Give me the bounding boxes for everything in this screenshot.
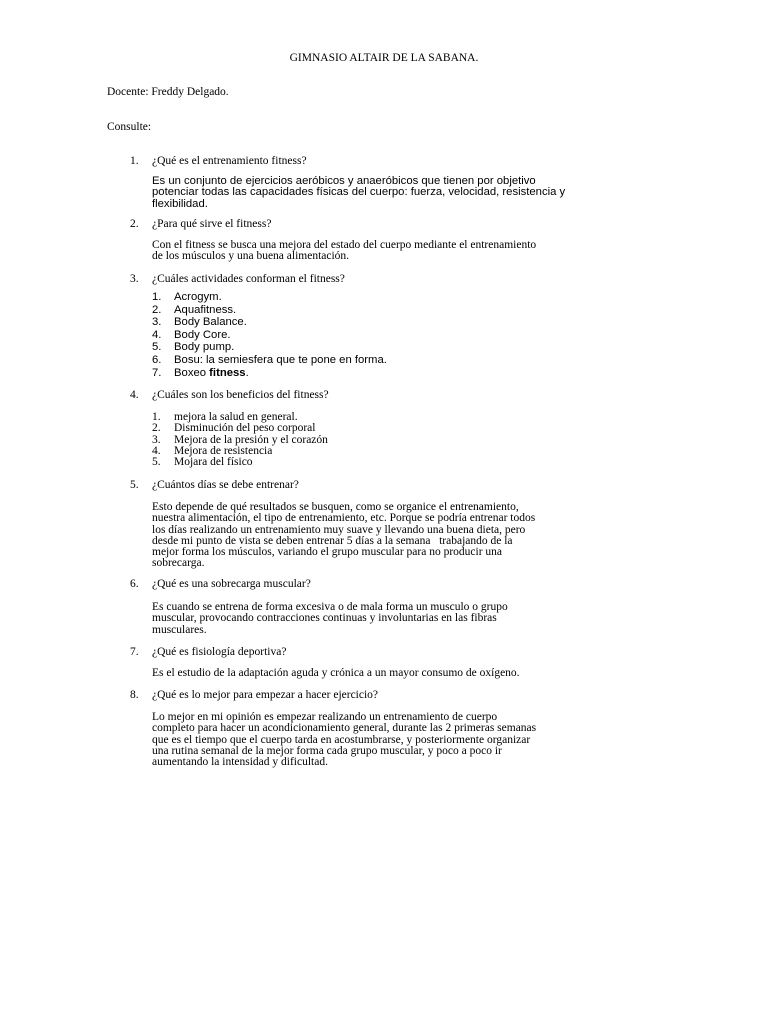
answer-line: Esto depende de qué resultados se busquen, como se organice el entrenamiento,: [152, 501, 519, 513]
list-item: 5. Mojara del físico: [152, 456, 253, 469]
question-2: [130, 218, 271, 230]
list-item: 2. Disminución del peso corporal: [152, 422, 316, 435]
answer-7: [152, 668, 662, 679]
answer-line: Es cuando se entrena de forma excesiva o de mala forma un musculo o grupo: [152, 601, 508, 613]
consult-label: Consulte:: [107, 121, 152, 133]
answer-line: completo para hacer un acondicionamiento general, durante las 2 primeras semanas: [152, 722, 537, 735]
answer-8: [152, 712, 662, 768]
question-text: ¿Qué es lo mejor para empezar a hacer ejercicio?: [152, 689, 379, 701]
question-text: ¿Para qué sirve el fitness?: [152, 218, 272, 230]
question-number: 7.: [130, 646, 139, 658]
list-item: 3. Mejora de la presión y el corazón: [152, 433, 328, 446]
question-5: [130, 479, 299, 491]
answer-line: Es un conjunto de ejercicios aeróbicos y anaeróbicos que tienen por objetivo: [152, 175, 536, 187]
question-4: [130, 389, 329, 401]
question-text: ¿Cuáles actividades conforman el fitness?: [152, 273, 345, 285]
teacher-line: Docente: Freddy Delgado.: [107, 86, 229, 98]
activities-list: [152, 291, 387, 379]
answer-line: mejor forma los músculos, variando el grupo muscular para no producir una: [152, 546, 503, 559]
answer-line: potenciar todas las capacidades físicas del cuerpo: fuerza, velocidad, resistencia y: [152, 186, 566, 199]
question-number: 8.: [130, 689, 139, 701]
list-item: 3. Body Balance.: [152, 316, 247, 329]
answer-6: [152, 602, 662, 636]
answer-line: Lo mejor en mi opinión es empezar realizando un entrenamiento de cuerpo: [152, 711, 498, 723]
question-6: [130, 578, 311, 590]
list-item: 4. Mejora de resistencia: [152, 444, 273, 457]
question-text: ¿Qué es el entrenamiento fitness?: [152, 155, 307, 167]
list-item: 1. mejora la salud en general.: [152, 411, 298, 423]
question-text: ¿Cuántos días se debe entrenar?: [152, 479, 299, 491]
list-item: 1. Acrogym.: [152, 291, 222, 303]
answer-line: musculares.: [152, 623, 207, 636]
answer-line: nuestra alimentación, el tipo de entrenamiento, etc. Porque se podría entrenar todos: [152, 512, 536, 525]
question-number: 5.: [130, 479, 139, 491]
answer-line: los días realizando un entrenamiento muy suave y llevando una buena dieta, pero: [152, 523, 526, 536]
question-number: 4.: [130, 389, 139, 401]
question-1: [130, 155, 307, 167]
question-number: 3.: [130, 273, 139, 285]
list-item: 2. Aquafitness.: [152, 303, 237, 316]
answer-line: una rutina semanal de la mejor forma cada grupo muscular, y poco a poco ir: [152, 744, 502, 757]
question-number: 6.: [130, 578, 139, 590]
question-7: [130, 646, 286, 658]
answer-line: de los músculos y una buena alimentación.: [152, 250, 350, 263]
question-number: 2.: [130, 218, 139, 230]
answer-2: [152, 240, 662, 263]
answer-line: muscular, provocando contracciones continuas y involuntarias en las fibras: [152, 612, 497, 625]
question-text: ¿Qué es una sobrecarga muscular?: [152, 578, 311, 590]
answer-line: Es el estudio de la adaptación aguda y crónica a un mayor consumo de oxígeno.: [152, 667, 520, 679]
list-item: 6. Bosu: la semiesfera que te pone en forma.: [152, 353, 387, 366]
answer-line: sobrecarga.: [152, 557, 205, 570]
question-8: [130, 689, 378, 701]
answer-line: que es el tiempo que el cuerpo tarda en acostumbrarse, y posteriormente organizar: [152, 733, 531, 746]
list-item: 5. Body pump.: [152, 341, 235, 354]
answer-line: desde mi punto de vista se deben entrenar 5 días a la semana trabajando de la: [152, 534, 513, 547]
answer-line: aumentando la intensidad y dificultad.: [152, 756, 328, 769]
page-title: GIMNASIO ALTAIR DE LA SABANA.: [289, 52, 479, 64]
question-text: ¿Cuáles son los beneficios del fitness?: [152, 389, 329, 401]
answer-line: Con el fitness se busca una mejora del estado del cuerpo mediante el entrenamiento: [152, 239, 537, 251]
list-item: 7. Boxeo fitness.: [152, 366, 249, 379]
question-text: ¿Qué es fisiología deportiva?: [152, 646, 287, 658]
answer-1: [152, 176, 662, 210]
question-3: [130, 273, 345, 285]
question-number: 1.: [130, 155, 139, 167]
benefits-list: [152, 412, 328, 468]
list-item: 4. Body Core.: [152, 328, 231, 341]
answer-5: [152, 502, 662, 570]
answer-line: flexibilidad.: [152, 197, 208, 210]
